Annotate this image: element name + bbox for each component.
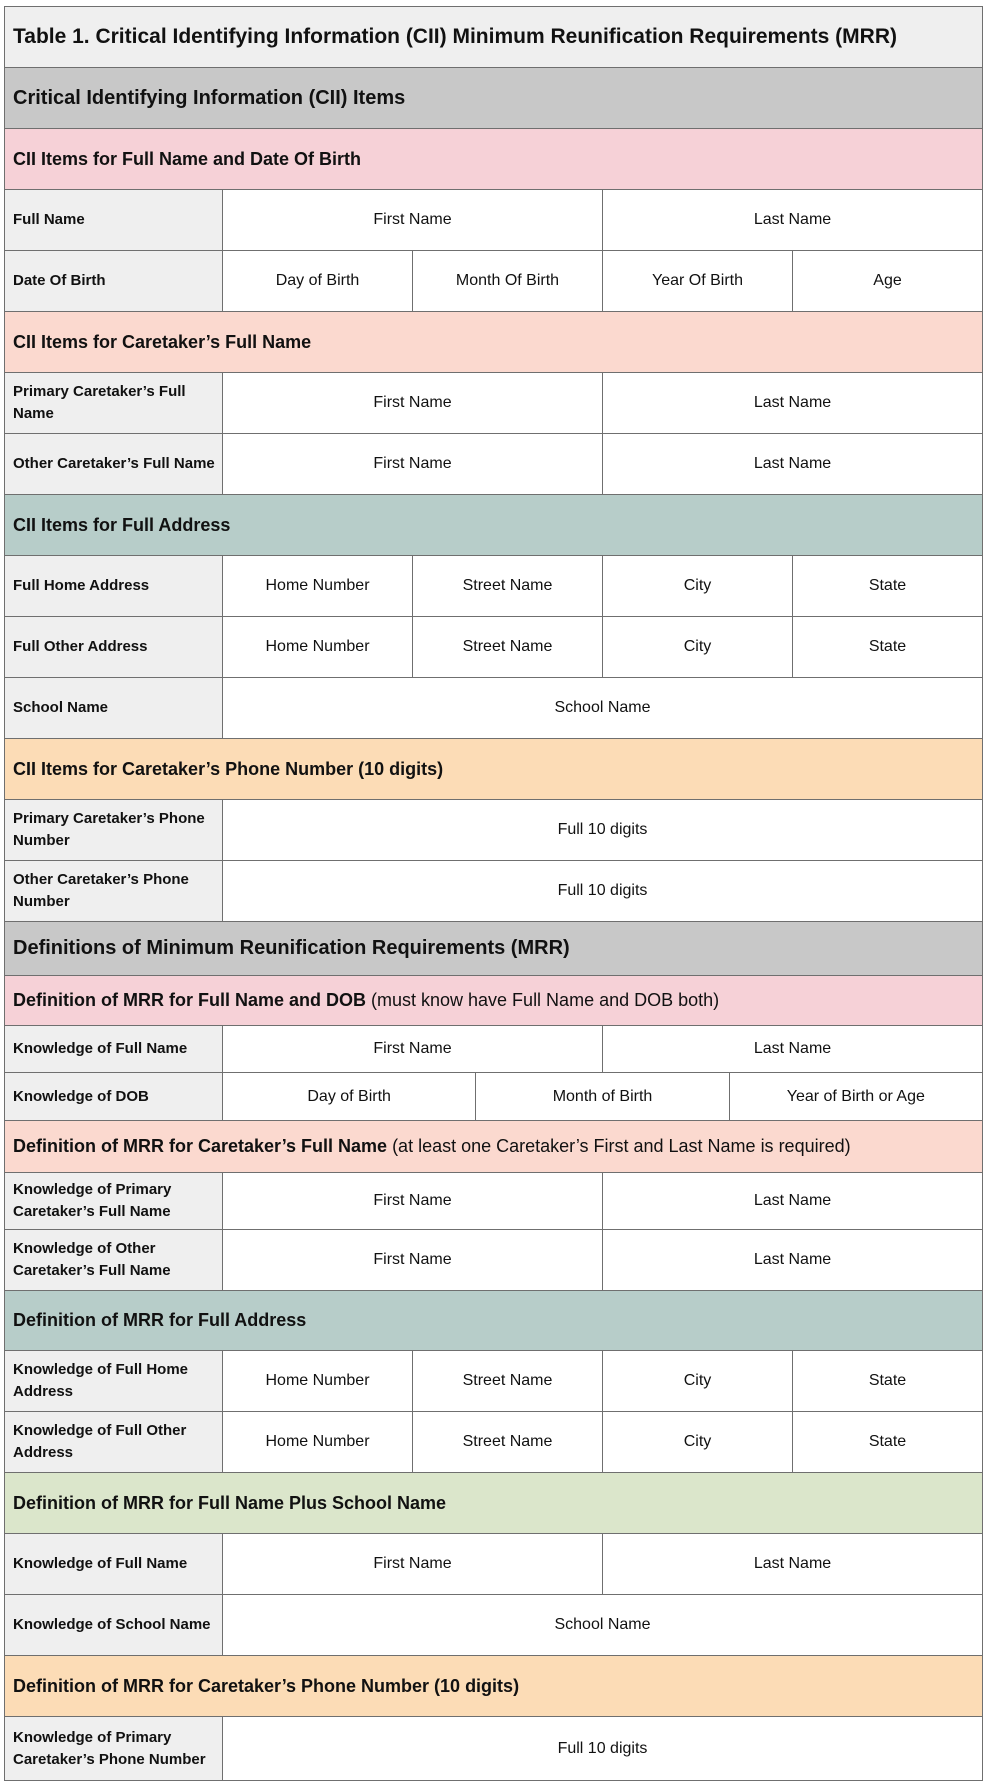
table-row bbox=[4, 1595, 983, 1656]
table-cell: First Name bbox=[223, 1534, 603, 1594]
group-title: Definition of MRR for Caretaker’s Phone Number (10 digits) bbox=[13, 1675, 520, 1696]
table-cell: Last Name bbox=[753, 1040, 832, 1057]
table-cell: Street Name bbox=[413, 556, 603, 616]
table-row bbox=[4, 556, 983, 617]
row-cells bbox=[223, 800, 982, 860]
table-cell: Full 10 digits bbox=[557, 821, 648, 838]
section-title: Definitions of Minimum Reunification Requirements (MRR) bbox=[13, 937, 570, 959]
row-label: Knowledge of DOB bbox=[5, 1073, 223, 1120]
table-cell: Home Number bbox=[223, 617, 413, 677]
section-header-cii bbox=[4, 68, 983, 129]
table-cell: Last Name bbox=[753, 1192, 832, 1209]
table-row bbox=[4, 190, 983, 251]
group-header-mrr-school bbox=[4, 1473, 983, 1534]
row-label: School Name bbox=[5, 678, 223, 738]
table-cell: First Name bbox=[223, 1173, 603, 1229]
group-header-mrr-name-dob bbox=[4, 976, 983, 1026]
table-cell: State bbox=[868, 1433, 907, 1450]
group-header-mrr-caretaker-name bbox=[4, 1121, 983, 1173]
table-title-row bbox=[4, 6, 983, 68]
table-cell: Day of Birth bbox=[223, 251, 413, 311]
table-cell: Last Name bbox=[753, 1251, 832, 1268]
table-cell: State bbox=[868, 577, 907, 594]
row-cells bbox=[223, 1073, 982, 1120]
table-cell: Street Name bbox=[413, 617, 603, 677]
row-cells bbox=[223, 861, 982, 921]
group-header-caretaker-phone bbox=[4, 739, 983, 800]
group-header-mrr-full-address bbox=[4, 1291, 983, 1351]
group-title: Definition of MRR for Full Name Plus School Name bbox=[13, 1492, 447, 1513]
row-label: Full Other Address bbox=[5, 617, 223, 677]
table-row bbox=[4, 1230, 983, 1291]
row-cells bbox=[223, 1351, 982, 1411]
table-cell: Home Number bbox=[223, 556, 413, 616]
row-cells bbox=[223, 251, 982, 311]
row-label: Primary Caretaker’s Full Name bbox=[5, 373, 223, 433]
row-label: Knowledge of Full Name bbox=[5, 1026, 223, 1072]
group-title: Definition of MRR for Caretaker’s Full Name (at least one Caretaker’s First and Last Name is required) bbox=[13, 1136, 851, 1156]
table-cell: First Name bbox=[223, 190, 603, 250]
table-cell: Street Name bbox=[413, 1412, 603, 1472]
row-cells bbox=[223, 1026, 982, 1072]
table-cell: Last Name bbox=[753, 394, 832, 411]
group-title: CII Items for Full Name and Date Of Birth bbox=[13, 148, 362, 169]
table-cell: City bbox=[603, 1351, 793, 1411]
table-row bbox=[4, 1351, 983, 1412]
row-label: Date Of Birth bbox=[5, 251, 223, 311]
table-cell: City bbox=[603, 556, 793, 616]
row-cells bbox=[223, 373, 982, 433]
table-cell: Last Name bbox=[753, 1555, 832, 1572]
row-label: Knowledge of Full Other Address bbox=[5, 1412, 223, 1472]
row-cells bbox=[223, 434, 982, 494]
row-cells bbox=[223, 617, 982, 677]
table-row bbox=[4, 1534, 983, 1595]
table-cell: Home Number bbox=[223, 1412, 413, 1472]
table-cell: Full 10 digits bbox=[557, 1739, 648, 1757]
row-cells bbox=[223, 678, 982, 738]
table-cell: Last Name bbox=[753, 455, 832, 472]
table-cell: Year Of Birth bbox=[603, 251, 793, 311]
table-cell: City bbox=[603, 617, 793, 677]
table-row bbox=[4, 1173, 983, 1230]
table-cell: First Name bbox=[223, 1230, 603, 1290]
row-label: Other Caretaker’s Full Name bbox=[5, 434, 223, 494]
row-cells bbox=[223, 1595, 982, 1655]
table-row bbox=[4, 251, 983, 312]
group-title: CII Items for Caretaker’s Full Name bbox=[13, 331, 312, 352]
row-cells bbox=[223, 1412, 982, 1472]
table-row bbox=[4, 861, 983, 922]
row-label: Knowledge of Primary Caretaker’s Phone Number bbox=[5, 1717, 223, 1780]
table-cell: State bbox=[868, 638, 907, 655]
row-label: Primary Caretaker’s Phone Number bbox=[5, 800, 223, 860]
table-row bbox=[4, 1073, 983, 1121]
row-cells bbox=[223, 556, 982, 616]
row-label: Knowledge of Full Home Address bbox=[5, 1351, 223, 1411]
table-row bbox=[4, 1717, 983, 1781]
table-cell: Last Name bbox=[753, 211, 832, 228]
table-cell: Home Number bbox=[223, 1351, 413, 1411]
table-row bbox=[4, 373, 983, 434]
table-cell: City bbox=[603, 1412, 793, 1472]
row-cells bbox=[223, 1534, 982, 1594]
table-cell: Month Of Birth bbox=[413, 251, 603, 311]
section-title: Critical Identifying Information (CII) Items bbox=[13, 86, 406, 109]
table-row bbox=[4, 1412, 983, 1473]
group-header-caretaker-name bbox=[4, 312, 983, 373]
table-cell: School Name bbox=[554, 699, 651, 716]
row-label: Knowledge of Full Name bbox=[5, 1534, 223, 1594]
table-cell: Day of Birth bbox=[223, 1073, 476, 1120]
section-header-mrr bbox=[4, 922, 983, 976]
row-label: Other Caretaker’s Phone Number bbox=[5, 861, 223, 921]
table-row bbox=[4, 1026, 983, 1073]
table-row bbox=[4, 678, 983, 739]
group-header-full-address bbox=[4, 495, 983, 556]
table-cell: Full 10 digits bbox=[557, 882, 648, 899]
row-label: Knowledge of School Name bbox=[5, 1595, 223, 1655]
table-row bbox=[4, 434, 983, 495]
table-row bbox=[4, 617, 983, 678]
table-row bbox=[4, 800, 983, 861]
table-cell: Year of Birth or Age bbox=[786, 1087, 925, 1105]
row-label: Knowledge of Other Caretaker’s Full Name bbox=[5, 1230, 223, 1290]
table-cell: Month of Birth bbox=[476, 1073, 729, 1120]
row-cells bbox=[223, 190, 982, 250]
group-header-mrr-caretaker-phone bbox=[4, 1656, 983, 1717]
table-cell: State bbox=[868, 1372, 907, 1389]
row-cells bbox=[223, 1173, 982, 1229]
table-cell: School Name bbox=[554, 1616, 651, 1633]
group-title: Definition of MRR for Full Address bbox=[13, 1310, 307, 1330]
table-cell: Age bbox=[873, 272, 902, 289]
row-cells bbox=[223, 1717, 982, 1780]
table-title: Table 1. Critical Identifying Information (CII) Minimum Reunification Requirements (MRR) bbox=[13, 25, 897, 48]
table-cell: Street Name bbox=[413, 1351, 603, 1411]
row-label: Full Home Address bbox=[5, 556, 223, 616]
row-label: Full Name bbox=[5, 190, 223, 250]
row-cells bbox=[223, 1230, 982, 1290]
row-label: Knowledge of Primary Caretaker’s Full Name bbox=[5, 1173, 223, 1229]
group-header-full-name-dob bbox=[4, 129, 983, 190]
group-title: CII Items for Caretaker’s Phone Number (10 digits) bbox=[13, 758, 444, 779]
group-title: CII Items for Full Address bbox=[13, 514, 231, 535]
table-cell: First Name bbox=[223, 1026, 603, 1072]
group-title: Definition of MRR for Full Name and DOB (must know have Full Name and DOB both) bbox=[13, 990, 720, 1010]
table-cell: First Name bbox=[223, 373, 603, 433]
table-cell: First Name bbox=[223, 434, 603, 494]
